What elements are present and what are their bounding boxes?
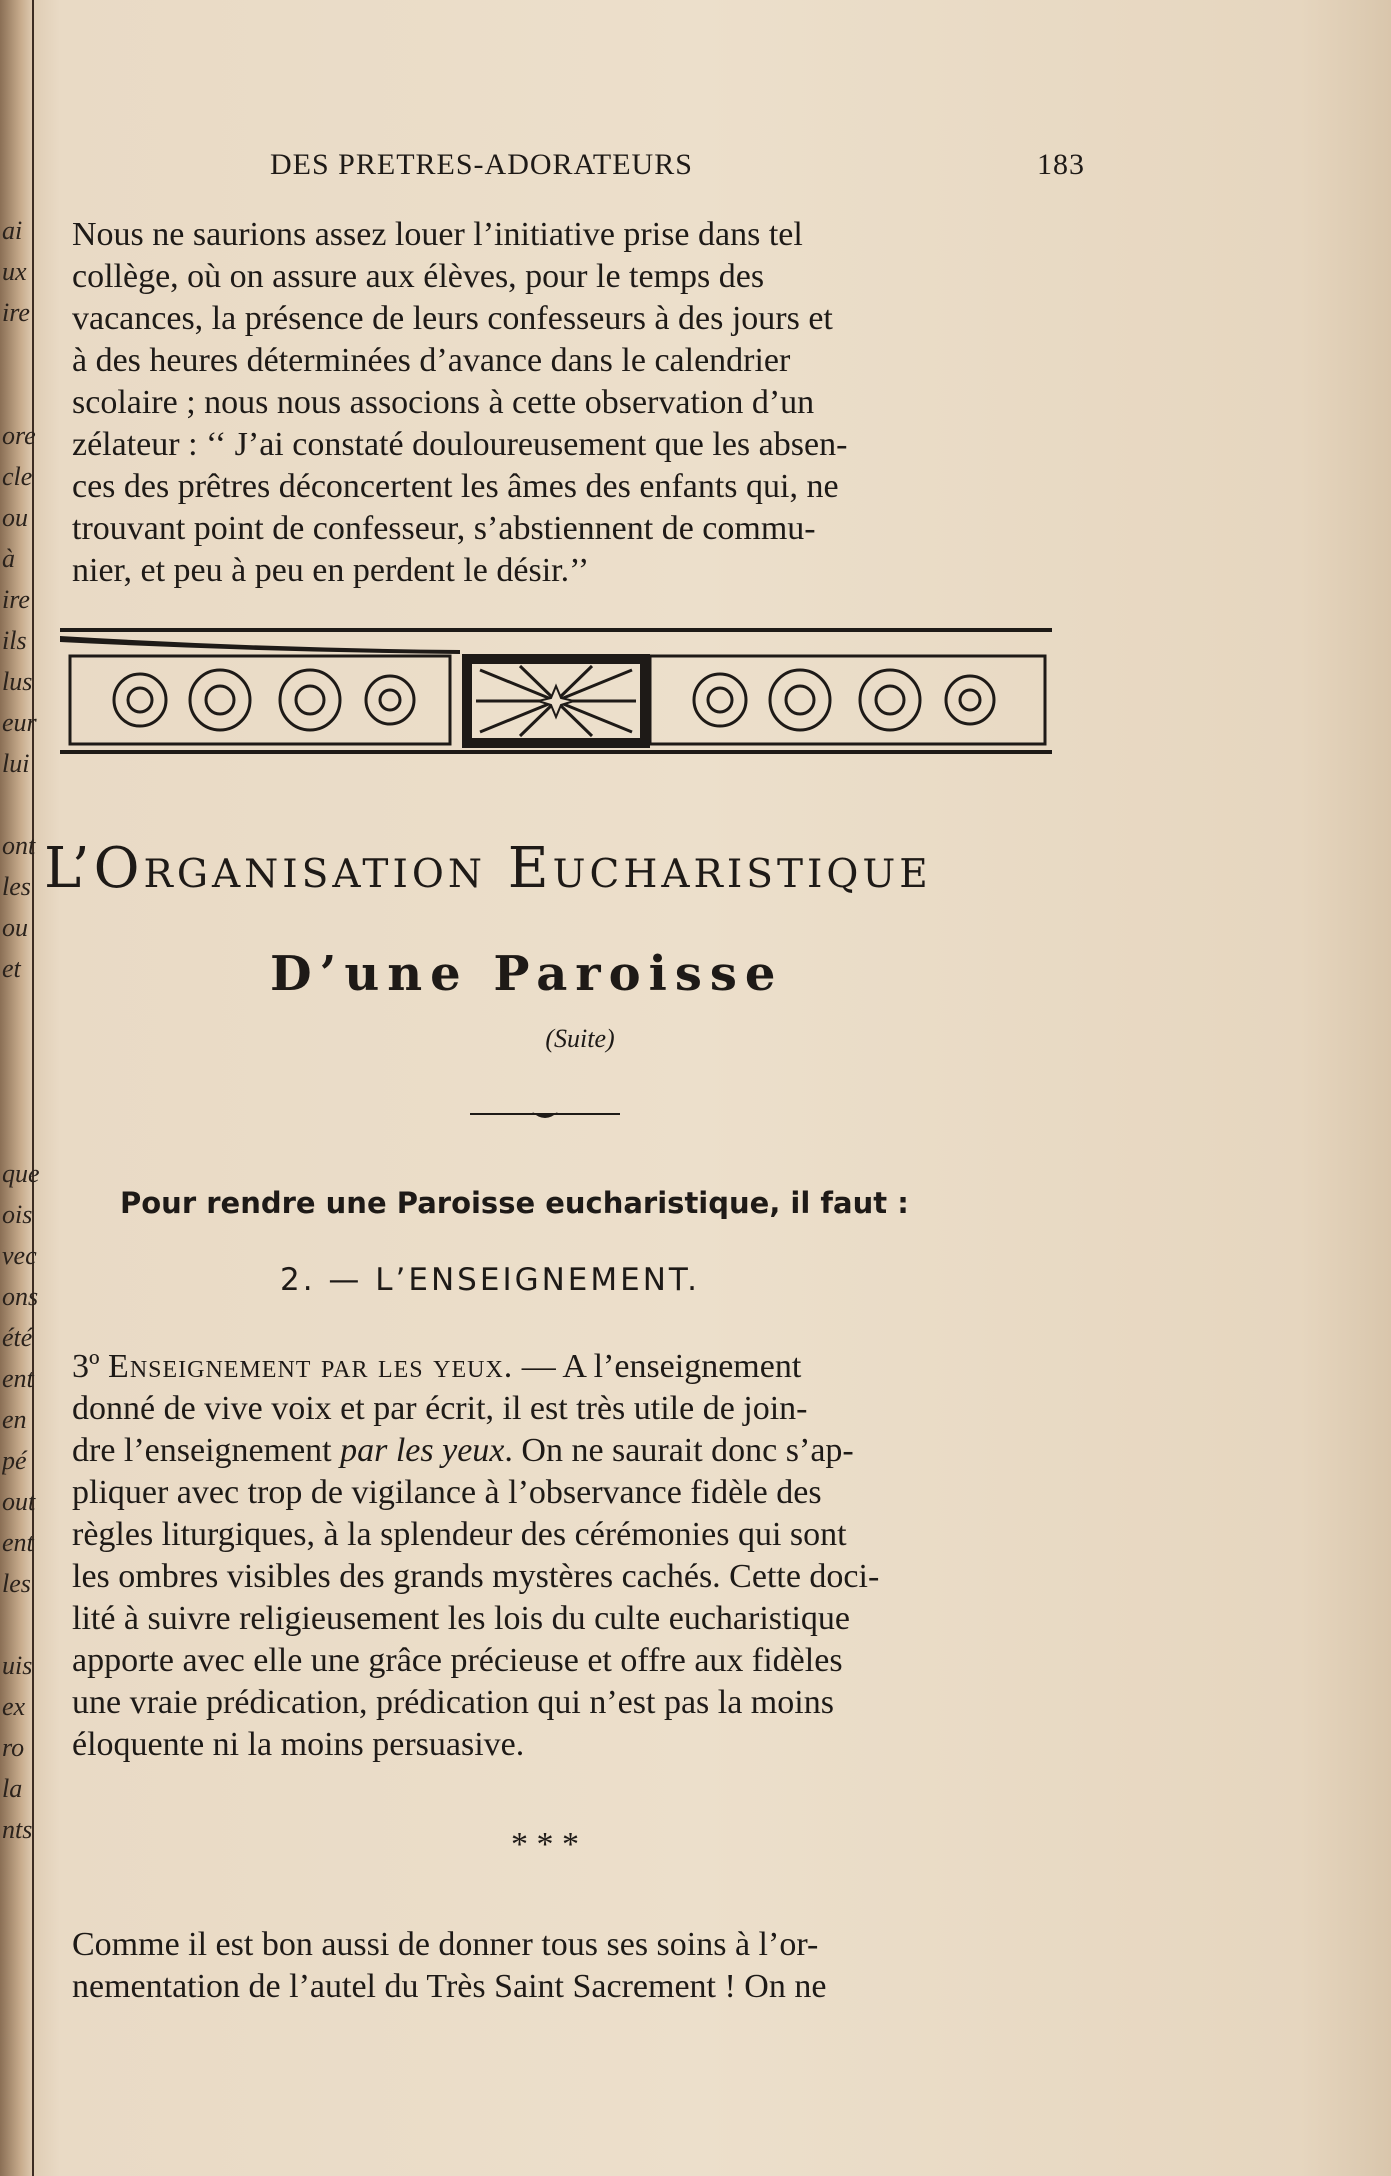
margin-fragment: ire (2, 585, 30, 614)
item-number: 3º (72, 1348, 100, 1385)
top-paragraph (72, 214, 1084, 592)
chapter-subtitle: D’une Paroisse (270, 946, 784, 1002)
margin-fragment: ou (2, 503, 28, 532)
margin-fragment (2, 1071, 42, 1112)
text-line: trouvant point de confesseur, s’abstiennent de commu- (72, 510, 816, 547)
margin-fragment: les (2, 1569, 31, 1598)
margin-fragment (2, 1112, 42, 1153)
chapter-title: L’Organisation Eucharistique (44, 836, 932, 901)
bottom-paragraph (72, 1924, 1084, 2008)
margin-fragment: ore (2, 421, 36, 450)
margin-fragment (2, 989, 42, 1030)
text-line: vacances, la présence de leurs confesseurs à des jours et (72, 300, 833, 337)
text-line: Comme il est bon aussi de donner tous ses soins à l’or- (72, 1926, 819, 1963)
lead-in-statement: Pour rendre une Paroisse eucharistique, il faut : (120, 1186, 909, 1220)
margin-fragment: ons (2, 1282, 39, 1311)
italic-phrase: par les yeux (340, 1432, 505, 1469)
margin-fragment: la (2, 1774, 23, 1803)
section-paragraph-line: éloquente ni la moins persuasive. (72, 1726, 525, 1763)
section-paragraph-line: règles liturgiques, à la splendeur des cérémonies qui sont (72, 1516, 847, 1553)
small-divider-ornament (470, 1106, 620, 1126)
margin-fragment: eur (2, 708, 37, 737)
margin-fragment: lui (2, 749, 30, 778)
section-paragraph-line: lité à suivre religieusement les lois du culte eucharistique (72, 1600, 850, 1637)
section-paragraph-line: les ombres visibles des grands mystères cachés. Cette doci- (72, 1558, 880, 1595)
section-paragraph-line: 3º Enseignement par les yeux. — A l’enseignement (72, 1348, 802, 1385)
margin-fragment: ont (2, 831, 36, 860)
margin-fragment: ent (2, 1528, 34, 1557)
asterism-divider: * * * (511, 1826, 579, 1863)
section-paragraph-line: pliquer avec trop de vigilance à l’observance fidèle des (72, 1474, 822, 1511)
section-paragraph-line: donné de vive voix et par écrit, il est très utile de join- (72, 1390, 808, 1427)
margin-fragment: ois (2, 1200, 33, 1229)
section-paragraph (72, 1346, 1084, 1766)
margin-fragment: été (2, 1323, 33, 1352)
margin-fragment: ils (2, 626, 27, 655)
section-paragraph-line: dre l’enseignement par les yeux. On ne saurait donc s’ap- (72, 1432, 854, 1469)
margin-fragment: pé (2, 1446, 27, 1475)
text-line: Nous ne saurions assez louer l’initiative prise dans tel (72, 216, 803, 253)
margin-fragment (2, 333, 42, 374)
continuation-note: (Suite) (545, 1024, 615, 1053)
item-label: Enseignement par les yeux. (108, 1348, 514, 1385)
text-line: collège, où on assure aux élèves, pour le temps des (72, 258, 765, 295)
margin-fragment: ire (2, 298, 30, 327)
margin-fragment: ux (2, 257, 27, 286)
section-paragraph-line: apporte avec elle une grâce précieuse et offre aux fidèles (72, 1642, 843, 1679)
margin-fragment: que (2, 1159, 40, 1188)
margin-fragment (2, 1030, 42, 1071)
margin-fragment: lus (2, 667, 33, 696)
margin-fragment (2, 1604, 42, 1645)
text-line: nier, et peu à peu en perdent le désir.’’ (72, 552, 590, 589)
margin-fragment: ent (2, 1364, 34, 1393)
text-line: scolaire ; nous nous associons à cette observation d’un (72, 384, 815, 421)
margin-fragment: cle (2, 462, 33, 491)
margin-fragment: out (2, 1487, 36, 1516)
margin-fragment: uis (2, 1651, 33, 1680)
page-number: 183 (1037, 148, 1085, 181)
margin-fragment (2, 784, 42, 825)
margin-fragment: et (2, 954, 21, 983)
section-paragraph-line: une vraie prédication, prédication qui n’est pas la moins (72, 1684, 834, 1721)
margin-fragment: ex (2, 1692, 26, 1721)
facing-page-fragments (2, 210, 42, 1850)
text-line: ces des prêtres déconcertent les âmes des enfants qui, ne (72, 468, 839, 505)
text-line: zélateur : ‘‘ J’ai constaté douloureusement que les absen- (72, 426, 848, 463)
decorative-header-ornament (60, 628, 1052, 758)
margin-fragment: en (2, 1405, 27, 1434)
margin-fragment: les (2, 872, 31, 901)
margin-fragment: ro (2, 1733, 25, 1762)
margin-fragment: à (2, 544, 15, 573)
margin-fragment: ou (2, 913, 28, 942)
margin-fragment: vec (2, 1241, 37, 1270)
text-line: à des heures déterminées d’avance dans le calendrier (72, 342, 791, 379)
margin-fragment: ai (2, 216, 23, 245)
text-line: nementation de l’autel du Très Saint Sacrement ! On ne (72, 1968, 827, 2005)
section-title: 2. — L’ENSEIGNEMENT. (280, 1262, 701, 1298)
running-head-title: DES PRETRES-ADORATEURS (270, 148, 693, 181)
margin-fragment (2, 374, 42, 415)
margin-fragment: nts (2, 1815, 33, 1844)
